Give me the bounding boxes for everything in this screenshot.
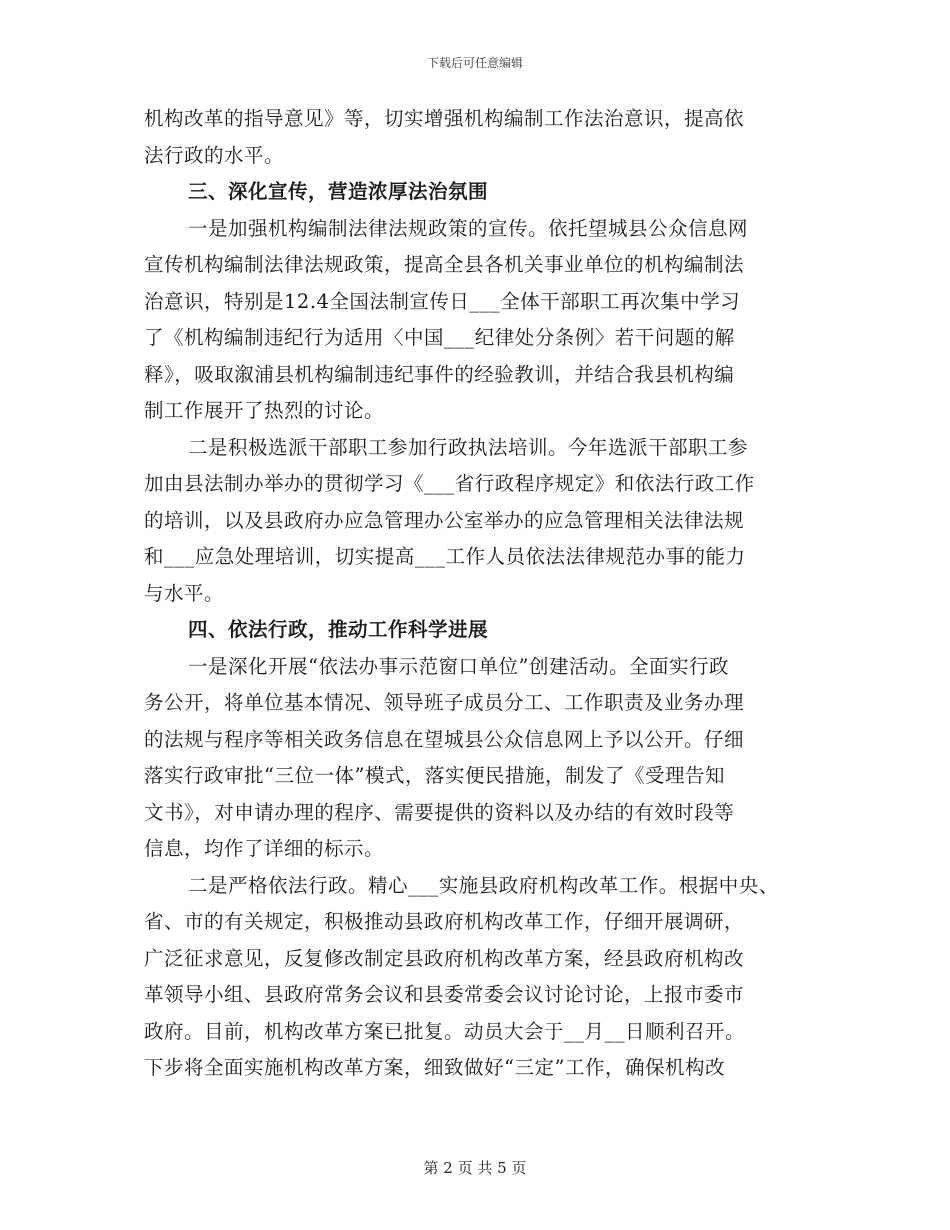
text-line: 广泛征求意见，反复修改制定县政府机构改革方案，经县政府机构改: [144, 946, 745, 970]
text-line: 革领导小组、县政府常务会议和县委常委会议讨论讨论，上报市委市: [144, 983, 745, 1006]
paragraph: [144, 649, 804, 868]
text-line: 制工作展开了热烈的讨论。: [144, 399, 385, 422]
text-line: 一是深化开展“依法办事示范窗口单位”创建活动。全面实行政: [188, 654, 729, 678]
text-line: 落实行政审批“三位一体”模式，落实便民措施，制发了《受理告知: [144, 764, 725, 787]
text-line: 的法规与程序等相关政务信息在望城县公众信息网上予以公开。仔细: [144, 727, 745, 751]
section-heading: 三、深化宣传，营造浓厚法治氛围: [188, 180, 489, 203]
text-line: 务公开，将单位基本情况、领导班子成员分工、工作职责及业务办理: [144, 691, 745, 714]
section-heading: 四、依法行政，推动工作科学进展: [188, 618, 489, 641]
text-line: 二是积极选派干部职工参加行政执法培训。今年选派干部职工参: [188, 435, 749, 459]
text-line: 政府。目前，机构改革方案已批复。动员大会于__月__日顺利召开。: [144, 1019, 746, 1043]
text-line: 加由县法制办举办的贯彻学习《___省行政程序规定》和依法行政工作: [144, 472, 755, 495]
text-line: 和___应急处理培训，切实提高___工作人员依法法律规范办事的能力: [144, 545, 746, 568]
text-line: 二是严格依法行政。精心___实施县政府机构改革工作。根据中央、: [188, 873, 779, 897]
paragraph: [144, 430, 804, 613]
paragraph: [144, 101, 804, 174]
text-line: 与水平。: [144, 581, 225, 605]
text-line: 了《机构编制违纪行为适用〈中国___纪律处分条例〉若干问题的解: [144, 326, 735, 349]
text-line: 一是加强机构编制法律法规政策的宣传。依托望城县公众信息网: [188, 216, 749, 240]
text-line: 信息，均作了详细的标示。: [144, 837, 385, 860]
text-line: 法行政的水平。: [144, 143, 285, 167]
page-footer: 第 2 页 共 5 页: [423, 1159, 527, 1177]
text-line: 机构改革的指导意见》等，切实增强机构编制工作法治意识，提高依: [144, 107, 745, 130]
paragraph: [144, 211, 804, 430]
document-body: [144, 101, 804, 1087]
page-header: 下载后可任意编辑: [426, 56, 523, 70]
text-line: 治意识，特别是12.4全国法制宣传日___全体干部职工再次集中学习: [144, 289, 741, 313]
paragraph: [144, 868, 804, 1087]
text-line: 下步将全面实施机构改革方案，细致做好“三定”工作，确保机构改: [144, 1056, 725, 1079]
text-line: 释》，吸取溆浦县机构编制违纪事件的经验教训，并结合我县机构编: [144, 362, 735, 386]
text-line: 省、市的有关规定，积极推动县政府机构改革工作，仔细开展调研，: [144, 910, 745, 933]
text-line: 文书》，对申请办理的程序、需要提供的资料以及办结的有效时段等: [144, 800, 735, 824]
text-line: 宣传机构编制法律法规政策，提高全县各机关事业单位的机构编制法: [144, 253, 745, 276]
text-line: 的培训，以及县政府办应急管理办公室举办的应急管理相关法律法规: [144, 508, 745, 532]
